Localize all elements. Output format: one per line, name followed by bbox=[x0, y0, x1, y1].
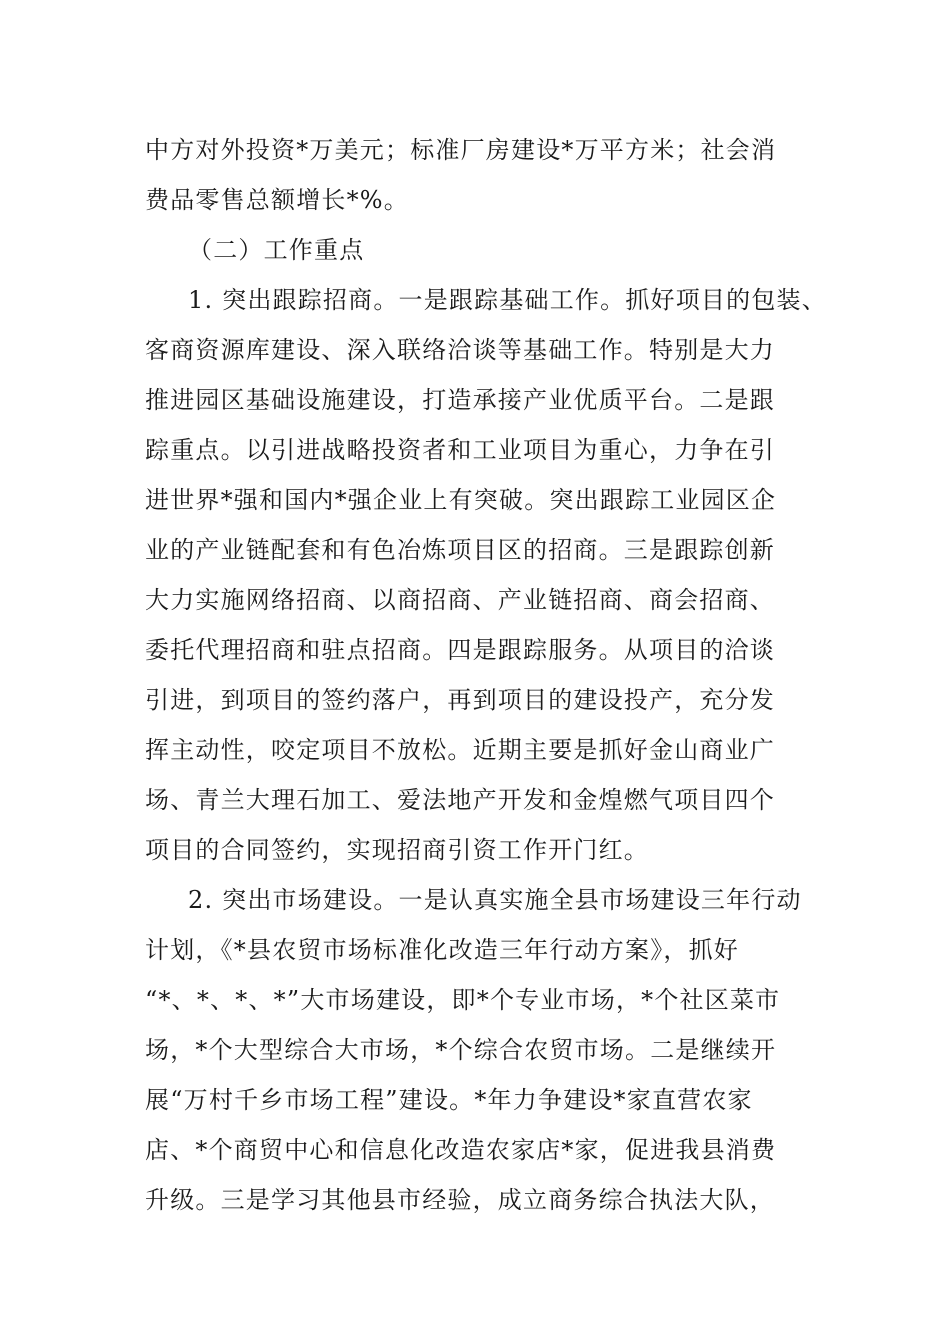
section-heading: （二）工作重点 bbox=[188, 236, 365, 264]
paragraph-line: 大力实施网络招商、以商招商、产业链招商、商会招商、 bbox=[145, 586, 775, 614]
paragraph-line: 委托代理招商和驻点招商。四是跟踪服务。从项目的洽谈 bbox=[145, 636, 775, 664]
paragraph-line: 推进园区基础设施建设，打造承接产业优质平台。二是跟 bbox=[145, 386, 775, 414]
paragraph-line: 中方对外投资*万美元；标准厂房建设*万平方米；社会消 bbox=[145, 136, 777, 164]
paragraph-line: 费品零售总额增长*%。 bbox=[145, 186, 410, 214]
paragraph-line: 店、*个商贸中心和信息化改造农家店*家，促进我县消费 bbox=[145, 1136, 777, 1164]
paragraph-line: 客商资源库建设、深入联络洽谈等基础工作。特别是大力 bbox=[145, 336, 775, 364]
paragraph-line: “*、*、*、*”大市场建设，即*个专业市场，*个社区菜市 bbox=[145, 986, 781, 1014]
paragraph-line: 挥主动性，咬定项目不放松。近期主要是抓好金山商业广 bbox=[145, 736, 775, 764]
paragraph-line: 场、青兰大理石加工、爱法地产开发和金煌燃气项目四个 bbox=[145, 786, 775, 814]
paragraph-line: 业的产业链配套和有色冶炼项目区的招商。三是跟踪创新 bbox=[145, 536, 775, 564]
paragraph-line: 项目的合同签约，实现招商引资工作开门红。 bbox=[145, 836, 649, 864]
paragraph-line: 计划，《*县农贸市场标准化改造三年行动方案》，抓好 bbox=[145, 936, 739, 964]
paragraph-line: 2. 突出市场建设。一是认真实施全县市场建设三年行动 bbox=[188, 886, 802, 914]
paragraph-line: 展“万村千乡市场工程”建设。*年力争建设*家直营农家 bbox=[145, 1086, 753, 1114]
paragraph-line: 引进，到项目的签约落户，再到项目的建设投产，充分发 bbox=[145, 686, 775, 714]
paragraph-line: 进世界*强和国内*强企业上有突破。突出跟踪工业园区企 bbox=[145, 486, 777, 514]
paragraph-line: 场，*个大型综合大市场，*个综合农贸市场。二是继续开 bbox=[145, 1036, 777, 1064]
paragraph-line: 1. 突出跟踪招商。一是跟踪基础工作。抓好项目的包装、 bbox=[188, 286, 827, 314]
paragraph-line: 升级。三是学习其他县市经验，成立商务综合执法大队， bbox=[145, 1186, 775, 1214]
paragraph-line: 踪重点。以引进战略投资者和工业项目为重心，力争在引 bbox=[145, 436, 775, 464]
